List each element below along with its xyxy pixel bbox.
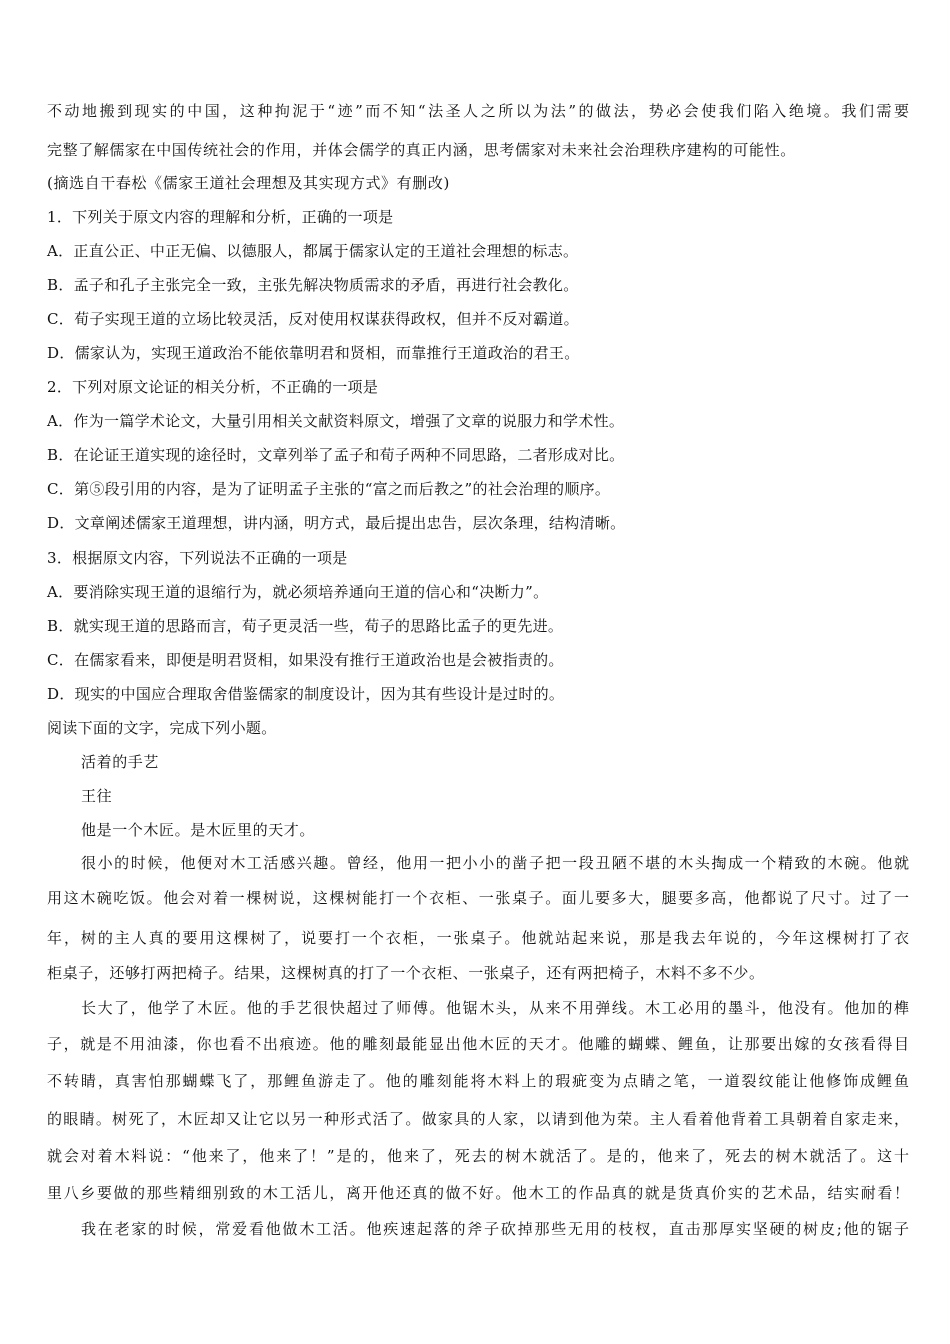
question-2-option-a: A．作为一篇学术论文，大量引用相关文献资料原文，增强了文章的说服力和学术性。 — [47, 412, 625, 430]
question-2-option-b: B．在论证王道实现的途径时，文章列举了孟子和荀子两种不同思路，二者形成对比。 — [47, 446, 625, 464]
story-paragraph-3-line: 里八乡要做的那些精细别致的木工活儿，离开他还真的做不好。他木工的作品真的就是货真价实的艺术品，结实耐看！ — [47, 1184, 909, 1202]
story-paragraph-2-line: 年，树的主人真的要用这棵树了，说要打一个衣柜，一张桌子。他就站起来说，那是我去年说的，今年这棵树打了衣 — [47, 929, 909, 947]
question-3-option-d: D．现实的中国应合理取舍借鉴儒家的制度设计，因为其有些设计是过时的。 — [47, 685, 565, 703]
story-paragraph-3-line: 就会对着木料说：“他来了，他来了！”是的，他来了，死去的树木就活了。是的，他来了，死去的树木就活了。这十 — [47, 1147, 909, 1165]
question-3-stem: 3．根据原文内容，下列说法不正确的一项是 — [47, 549, 348, 567]
question-1-option-c: C．荀子实现王道的立场比较灵活，反对使用权谋获得政权，但并不反对霸道。 — [47, 310, 579, 328]
story-paragraph-3-line: 子，就是不用油漆，你也看不出痕迹。他的雕刻最能显出他木匠的天才。他雕的蝴蝶、鲤鱼，让那要出嫁的女孩看得目 — [47, 1035, 909, 1053]
story-paragraph-1: 他是一个木匠。是木匠里的天才。 — [81, 821, 316, 839]
intro-line-1: 不动地搬到现实的中国，这种拘泥于“迹”而不知“法圣人之所以为法”的做法，势必会使我们陷入绝境。我们需要 — [47, 102, 909, 120]
story-title: 活着的手艺 — [81, 753, 160, 771]
reading-instruction: 阅读下面的文字，完成下列小题。 — [47, 719, 277, 737]
question-2-option-d: D．文章阐述儒家王道理想，讲内涵，明方式，最后提出忠告，层次条理，结构清晰。 — [47, 514, 626, 532]
story-paragraph-2-line: 用这木碗吃饭。他会对着一棵树说，这棵树能打一个衣柜、一张桌子。面儿要多大，腿要多高，他都说了尺寸。过了一 — [47, 889, 909, 907]
question-1-option-a: A．正直公正、中正无偏、以德服人，都属于儒家认定的王道社会理想的标志。 — [47, 242, 579, 260]
question-1-option-d: D．儒家认为，实现王道政治不能依靠明君和贤相，而靠推行王道政治的君王。 — [47, 344, 580, 362]
story-paragraph-4-line: 我在老家的时候，常爱看他做木工活。他疾速起落的斧子砍掉那些无用的枝杈，直击那厚实坚硬的树皮;他的锯子 — [81, 1220, 909, 1238]
question-3-option-a: A．要消除实现王道的退缩行为，就必须培养通向王道的信心和“决断力”。 — [47, 583, 549, 601]
story-paragraph-2-line: 很小的时候，他便对木工活感兴趣。曾经，他用一把小小的凿子把一段丑陋不堪的木头掏成一个精致的木碗。他就 — [81, 854, 909, 872]
story-paragraph-3-line: 不转睛，真害怕那蝴蝶飞了，那鲤鱼游走了。他的雕刻能将木料上的瑕疵变为点睛之笔，一道裂纹能让他修饰成鲤鱼 — [47, 1072, 909, 1090]
question-3-option-c: C．在儒家看来，即便是明君贤相，如果没有推行王道政治也是会被指责的。 — [47, 651, 564, 669]
question-1-option-b: B．孟子和孔子主张完全一致，主张先解决物质需求的矛盾，再进行社会教化。 — [47, 276, 579, 294]
intro-line-2: 完整了解儒家在中国传统社会的作用，并体会儒学的真正内涵，思考儒家对未来社会治理秩序建构的可能性。 — [47, 141, 796, 159]
question-2-stem: 2．下列对原文论证的相关分析，不正确的一项是 — [47, 378, 379, 396]
story-author: 王往 — [81, 787, 113, 805]
question-3-option-b: B．就实现王道的思路而言，荀子更灵活一些，荀子的思路比孟子的更先进。 — [47, 617, 564, 635]
question-2-option-c: C．第⑤段引用的内容，是为了证明孟子主张的“富之而后教之”的社会治理的顺序。 — [47, 480, 611, 498]
question-1-stem: 1．下列关于原文内容的理解和分析，正确的一项是 — [47, 208, 394, 226]
story-paragraph-3-line: 长大了，他学了木匠。他的手艺很快超过了师傅。他锯木头，从来不用弹线。木工必用的墨斗，他没有。他加的榫 — [81, 999, 909, 1017]
source-citation: (摘选自干春松《儒家王道社会理想及其实现方式》有删改) — [47, 174, 450, 192]
story-paragraph-3-line: 的眼睛。树死了，木匠却又让它以另一种形式活了。做家具的人家，以请到他为荣。主人看着他背着工具朝着自家走来， — [47, 1110, 909, 1128]
story-paragraph-2-line: 柜桌子，还够打两把椅子。结果，这棵树真的打了一个衣柜、一张桌子，还有两把椅子，木料不多不少。 — [47, 964, 765, 982]
